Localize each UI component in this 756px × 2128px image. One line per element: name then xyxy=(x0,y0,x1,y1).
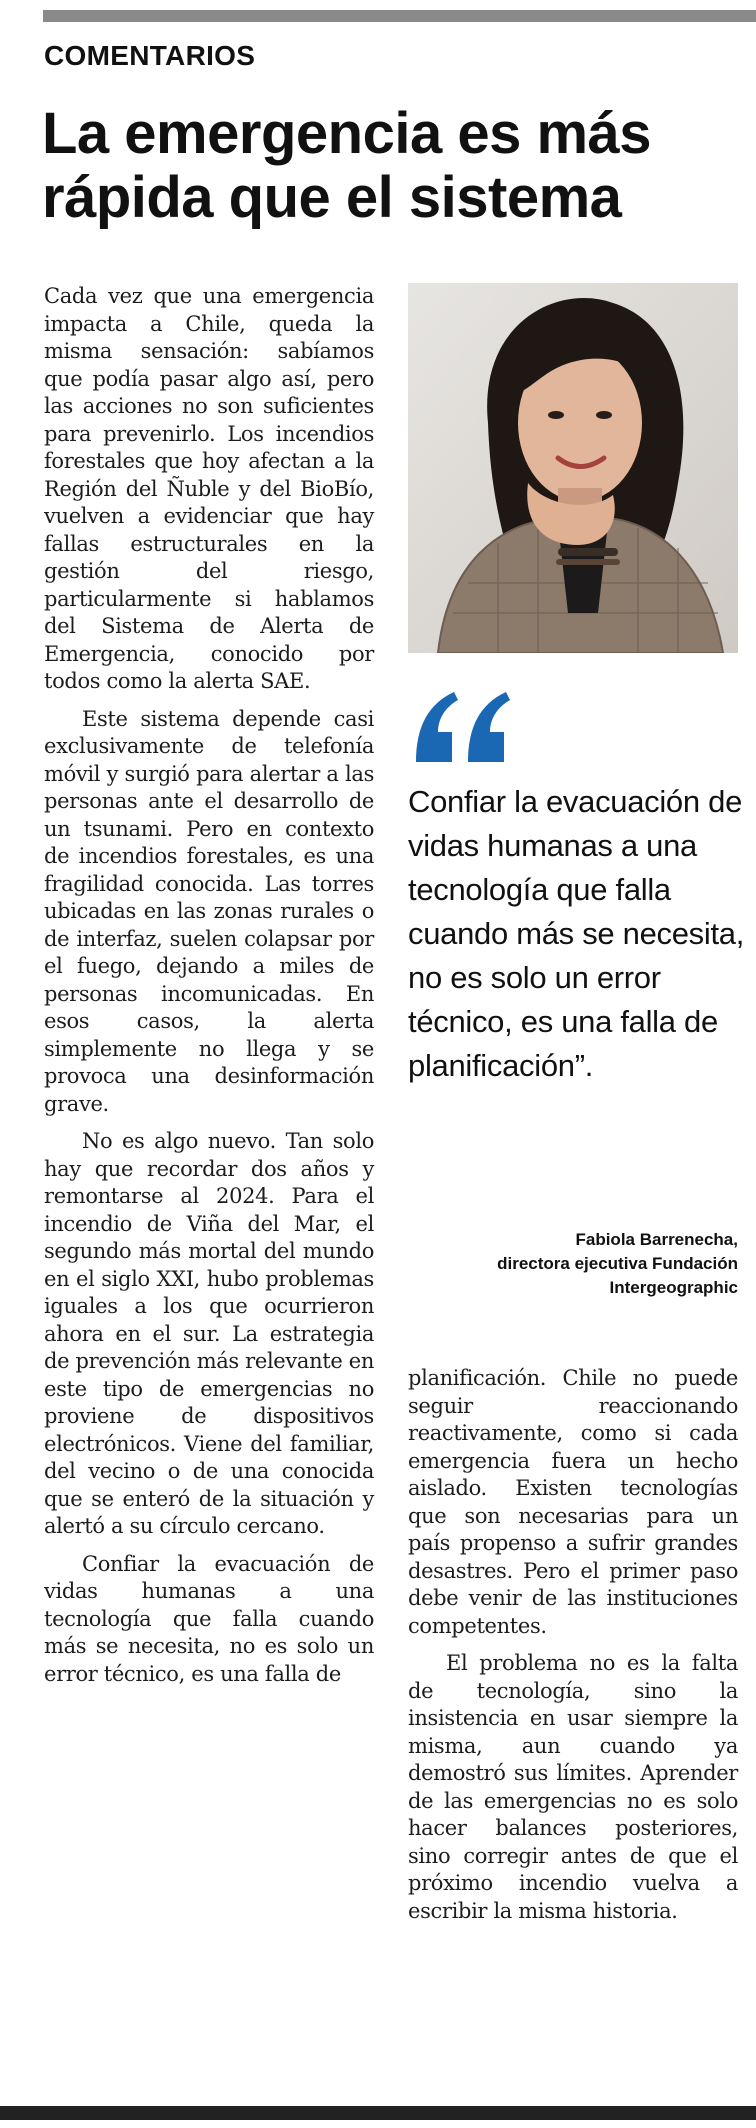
body-paragraph: Cada vez que una emergencia impacta a Chile, queda la misma sensación: sabíamos que podía pasar algo así, pero las acciones no son suficientes para prevenirlo. Los incendios forestales que hoy afectan a la Región del Ñuble y del BioBío, vuelven a evidenciar que hay fallas estructurales en la gestión del riesgo, particularmente si hablamos del Sistema de Alerta de Emergencia, conocido por todos como la alerta SAE. xyxy=(44,284,374,693)
top-rule xyxy=(43,10,756,22)
body-paragraph: El problema no es la falta de tecnología, sino la insistencia en usar siempre la misma, aun cuando ya demostró sus límites. Aprender de las emergencias no es solo hacer balances posteriores, sino corregir antes de que el próximo incendio vuelva a escribir la misma historia. xyxy=(408,1651,738,1923)
section-label: COMENTARIOS xyxy=(44,40,256,71)
headline: La emergencia es más rápida que el sistema xyxy=(42,101,652,230)
quote-mark-icon xyxy=(408,672,518,772)
body-paragraph: Confiar la evacuación de vidas humanas a una tecnología que falla cuando más se necesita, no es solo un error técnico, es una falla de xyxy=(44,1551,374,1686)
body-paragraph: No es algo nuevo. Tan solo hay que recordar dos años y remontarse al 2024. Para el incendio de Viña del Mar, el segundo más mortal del mundo en el siglo XXI, hubo problemas iguales a los que ocurrieron ahora en el sur. La estrategia de prevención más relevante en este tipo de emergencias no proviene de dispositivos electrónicos. Viene del familiar, del vecino o de una conocida que se enteró de la situación y alertó a su círculo cercano. xyxy=(44,1129,374,1538)
right-column xyxy=(408,1365,738,1925)
body-paragraph: Este sistema depende casi exclusivamente de telefonía móvil y surgió para alertar a las personas ante el desarrollo de un tsunami. Pero en contexto de incendios forestales, es una fragilidad conocida. Las torres ubicadas en las zonas rurales o de interfaz, suelen colapsar por el fuego, dejando a miles de personas incomunicadas. En esos casos, la alerta simplemente no llega y se provoca una desinformación grave. xyxy=(44,706,374,1116)
body-paragraph: planificación. Chile no puede seguir reaccionando reactivamente, como si cada emergencia fuera un hecho aislado. Existen tecnologías que son necesarias para un país propenso a sufrir grandes desastres. Pero el primer paso debe venir de las instituciones competentes. xyxy=(408,1366,738,1638)
pull-quote: Confiar la evacuación de vidas humanas a una tecnología que falla cuando más se necesita, no es solo un error técnico, es una falla de planificación”. xyxy=(408,784,745,1083)
author-photo xyxy=(408,283,738,653)
bottom-rule xyxy=(0,2106,756,2120)
author-name: Fabiola Barrenecha, xyxy=(575,1230,738,1249)
byline xyxy=(408,1228,738,1300)
author-role: directora ejecutiva Fundación xyxy=(497,1254,738,1273)
author-organization: Intergeographic xyxy=(609,1278,738,1297)
left-column xyxy=(44,283,374,1688)
